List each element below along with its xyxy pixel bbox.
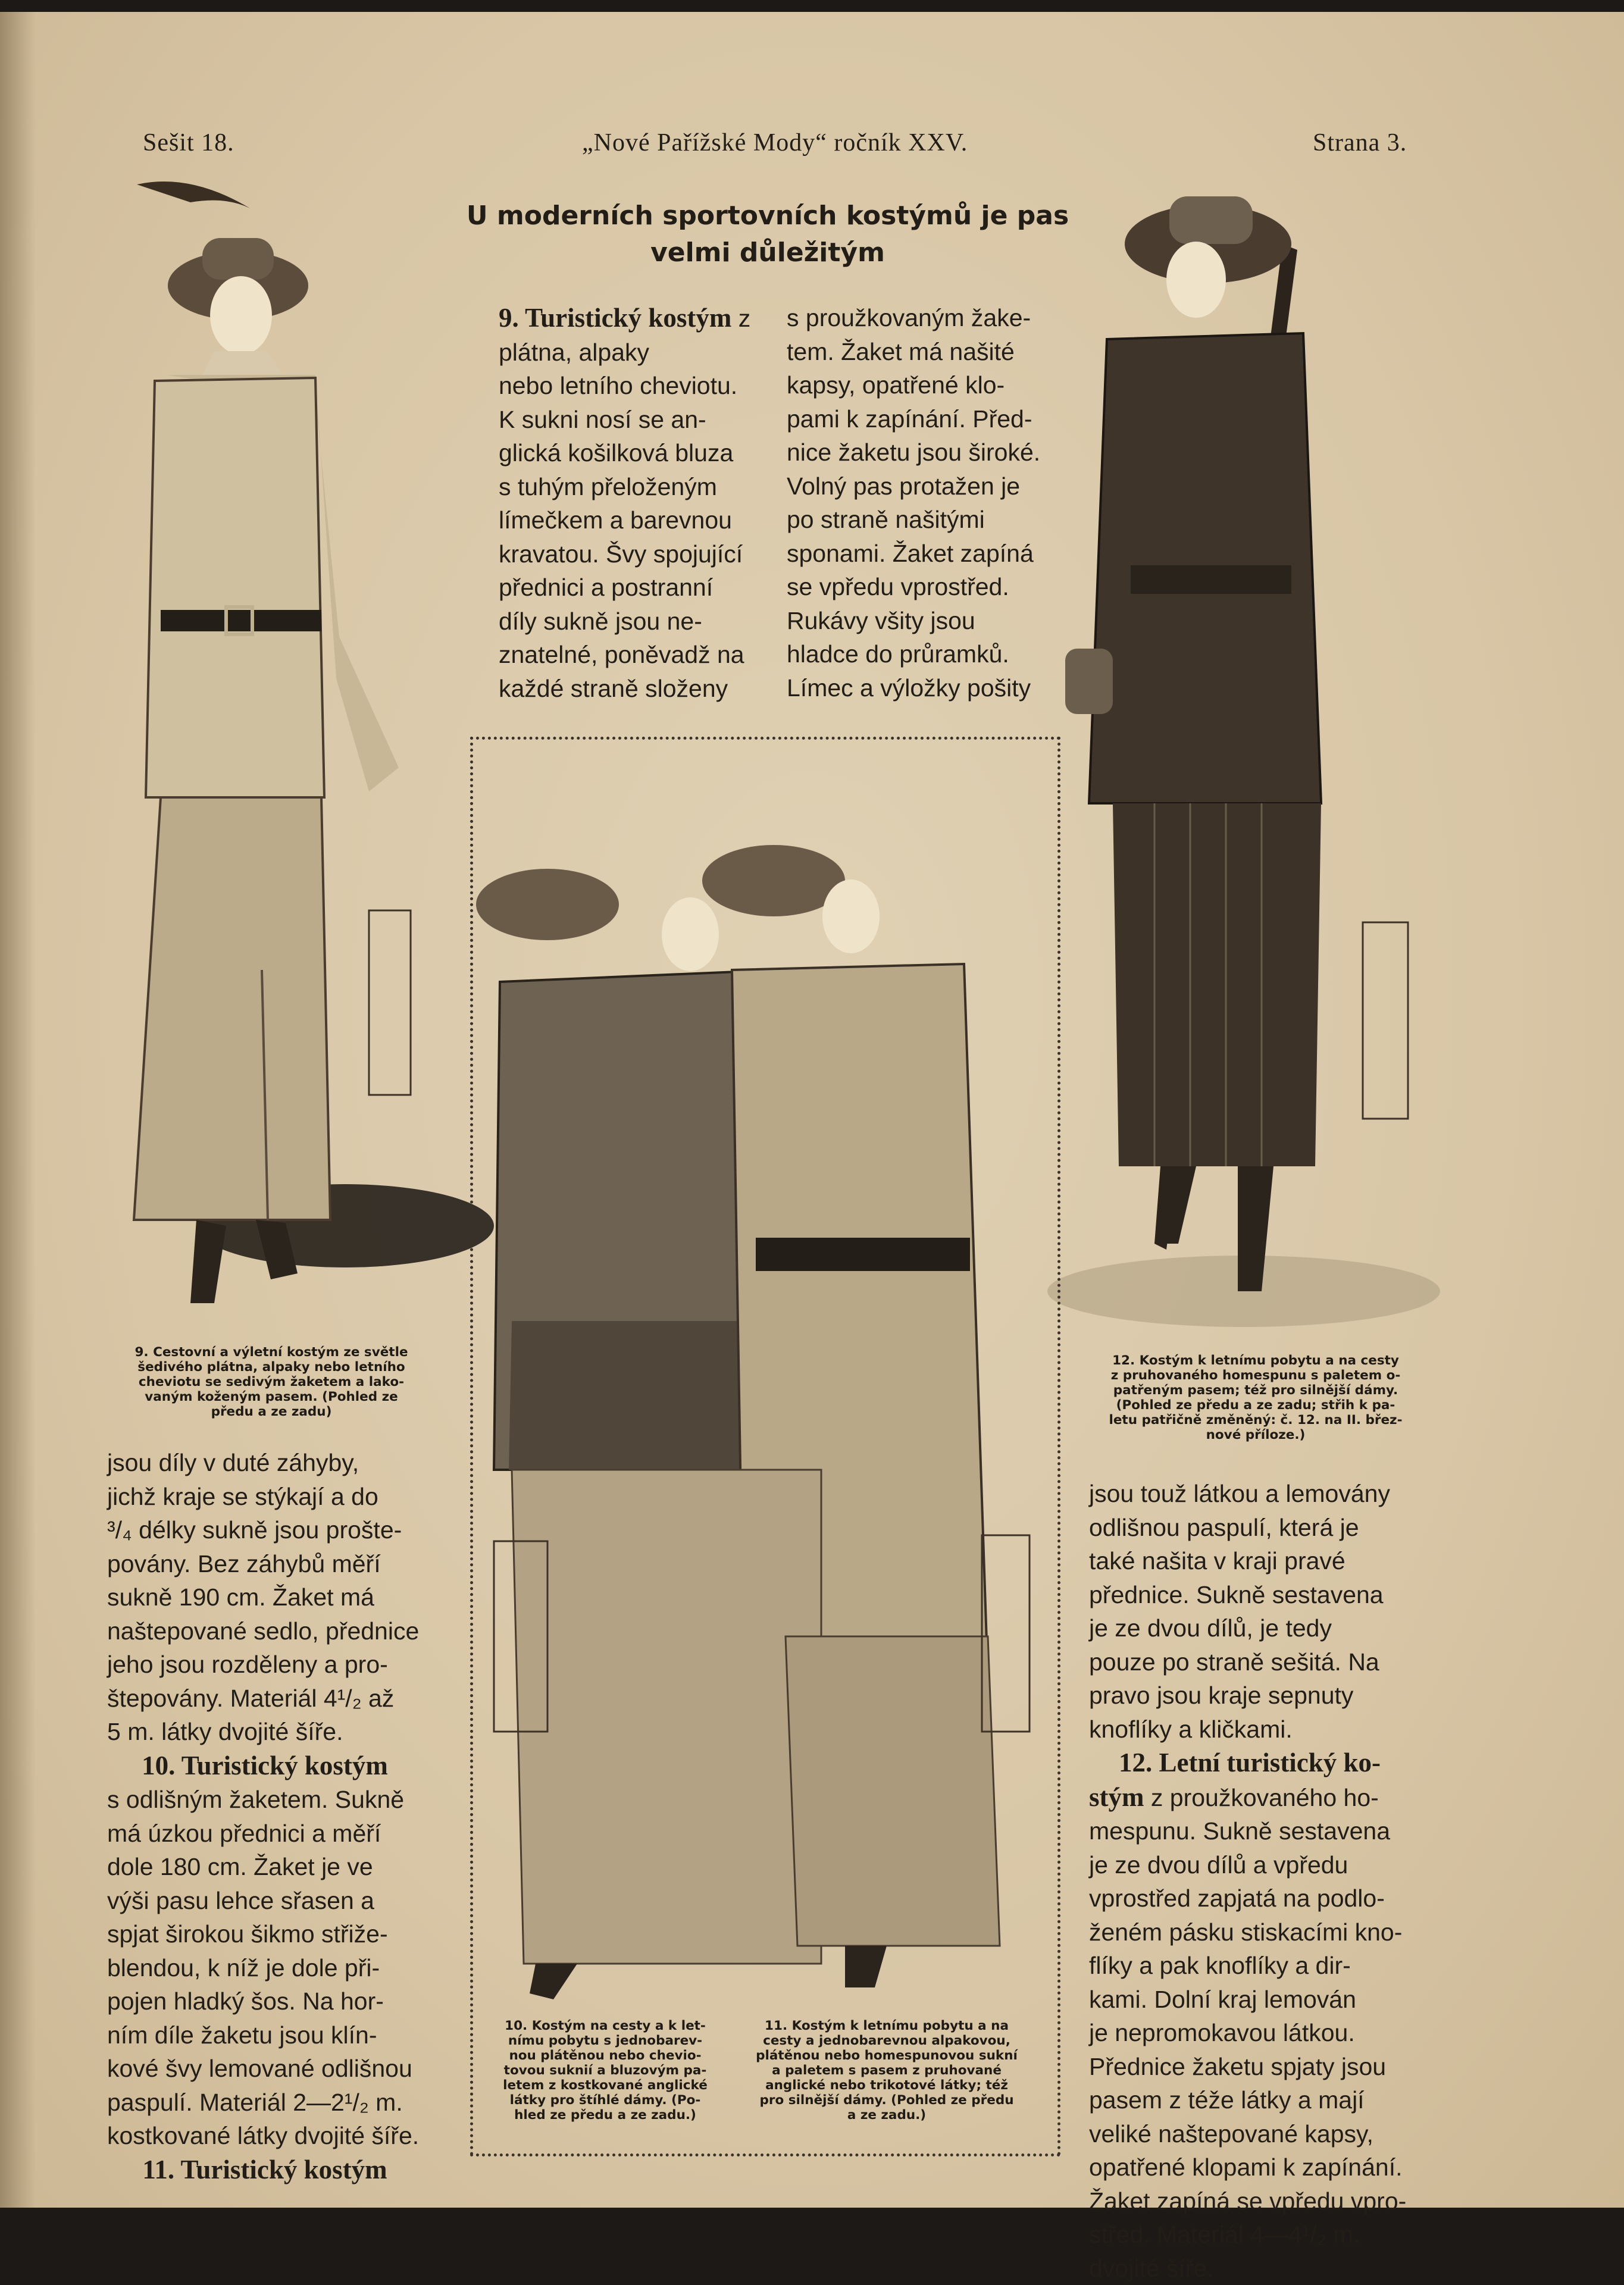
caption-line: 9. Cestovní a výletní kostým ze světle	[105, 1345, 438, 1360]
text-line: přednice. Sukně sestavena	[1089, 1578, 1410, 1612]
article-12-lead-cont: stým	[1089, 1782, 1144, 1812]
column-left-bottom	[107, 1446, 423, 2187]
article-12-lead: 12. Letní turistický ko-	[1119, 1748, 1381, 1777]
text-line: kostkované látky dvojité šíře.	[107, 2119, 423, 2153]
text-line: sukně 190 cm. Žaket má	[107, 1580, 423, 1614]
caption-line: nou plátěnou nebo chevio-	[483, 2048, 727, 2063]
text-line: jsou touž látkou a lemovány	[1089, 1477, 1410, 1511]
column-center-right	[787, 301, 1047, 705]
text-line: Volný pas protažen je	[787, 469, 1047, 503]
text-line: límečkem a barevnou	[499, 503, 761, 537]
figure-9-illustration	[119, 173, 476, 1303]
text-line: blendou, k níž je dole při-	[107, 1951, 423, 1985]
figure-10-11-illustration	[476, 785, 1053, 1999]
text-line: paspulí. Materiál 2—2¹/₂ m.	[107, 2086, 423, 2120]
caption-line: nímu pobytu s jednobarev-	[483, 2033, 727, 2048]
text-line: hladce do průramků.	[787, 637, 1047, 671]
header-page-number: Strana 3.	[1313, 129, 1407, 157]
caption-line: 11. Kostým k letnímu pobytu a na	[732, 2018, 1041, 2033]
text-line: z proužkovaného ho-	[1144, 1784, 1378, 1811]
text-line: dole 180 cm. Žaket je ve	[107, 1850, 423, 1884]
article-11-lead: 11. Turistický kostým	[142, 2155, 387, 2184]
column-right-bottom	[1089, 1477, 1410, 2285]
text-line: je ze dvou dílů a vpředu	[1089, 1848, 1410, 1882]
text-line: 5 m. látky dvojité šíře.	[107, 1715, 423, 1749]
text-line: pami k zapínání. Před-	[787, 402, 1047, 436]
text-line: jichž kraje se stýkají a do	[107, 1480, 423, 1514]
text-line: spjat širokou šikmo střiže-	[107, 1917, 423, 1951]
figure-12-illustration	[1065, 179, 1434, 1321]
caption-line: tovou suknií a bluzovým pa-	[483, 2063, 727, 2078]
text-line: každé straně složeny	[499, 672, 761, 706]
text-line: výši pasu lehce sřasen a	[107, 1884, 423, 1918]
text-line: z plátna, alpaky	[499, 305, 750, 366]
caption-line: 10. Kostým na cesty a k let-	[483, 2018, 727, 2033]
text-line: pasem z téže látky a mají	[1089, 2083, 1410, 2117]
text-line: s tuhým přeloženým	[499, 470, 761, 504]
caption-line: předu a ze zadu)	[105, 1404, 438, 1419]
magazine-page	[0, 12, 1624, 2208]
headline-line-1: U moderních sportovních kostýmů je pas	[458, 198, 1077, 234]
headline-line-2: velmi důležitým	[458, 234, 1077, 271]
text-line: odlišnou paspulí, která je	[1089, 1511, 1410, 1545]
text-line: pouze po straně sešitá. Na	[1089, 1645, 1410, 1679]
text-line: veliké naštepované kapsy,	[1089, 2117, 1410, 2151]
caption-figure-10	[483, 2018, 727, 2123]
caption-line: nové příloze.)	[1089, 1428, 1422, 1442]
text-line: kapsy, opatřené klo-	[787, 368, 1047, 402]
text-line: kové švy lemované odlišnou	[107, 2052, 423, 2086]
text-line: kami. Dolní kraj lemován	[1089, 1983, 1410, 2017]
caption-figure-12	[1089, 1353, 1422, 1442]
caption-line: plátěnou nebo homespunovou sukní	[732, 2048, 1041, 2063]
caption-line: cheviotu se sedivým žaketem a lako-	[105, 1375, 438, 1389]
caption-line: látky pro štíhlé dámy. (Po-	[483, 2093, 727, 2108]
text-line: nice žaketu jsou široké.	[787, 436, 1047, 469]
text-line: dvojité šíře.	[1089, 2252, 1410, 2285]
text-line: ním díle žaketu jsou klín-	[107, 2018, 423, 2052]
text-line: je ze dvou dílů, je tedy	[1089, 1611, 1410, 1645]
text-line: mespunu. Sukně sestavena	[1089, 1814, 1410, 1848]
text-line: také našita v kraji pravé	[1089, 1544, 1410, 1578]
text-line: jsou díly v duté záhyby,	[107, 1446, 423, 1480]
text-line: kravatou. Švy spojující	[499, 537, 761, 571]
caption-line: šedivého plátna, alpaky nebo letního	[105, 1360, 438, 1375]
text-line: znatelné, poněvadž na	[499, 638, 761, 672]
text-line: opatřené klopami k zapínání.	[1089, 2151, 1410, 2184]
binding-shadow	[0, 12, 36, 2208]
text-line: glická košilková bluza	[499, 436, 761, 470]
text-line: štepovány. Materiál 4¹/₂ až	[107, 1682, 423, 1716]
caption-figure-9	[105, 1345, 438, 1419]
text-line: ženém pásku stiskacími kno-	[1089, 1915, 1410, 1949]
caption-line: z pruhovaného homespunu s paletem o-	[1089, 1368, 1422, 1383]
text-line: s odlišným žaketem. Sukně	[107, 1783, 423, 1817]
text-line: Rukávy všity jsou	[787, 604, 1047, 638]
caption-line: letu patřičně změněný: č. 12. na II. břez-	[1089, 1413, 1422, 1428]
text-line: Límec a výložky pošity	[787, 671, 1047, 705]
caption-line: (Pohled ze předu a ze zadu; střih k pa-	[1089, 1398, 1422, 1413]
text-line: tem. Žaket má našité	[787, 335, 1047, 369]
text-line: je nepromokavou látkou.	[1089, 2016, 1410, 2050]
caption-line: 12. Kostým k letnímu pobytu a na cesty	[1089, 1353, 1422, 1368]
caption-line: patřeným pasem; též pro silnější dámy.	[1089, 1383, 1422, 1398]
text-line: střed. Materiál 4—4¹/₂ m.	[1089, 2218, 1410, 2252]
text-line: ³/₄ délky sukně jsou prošte-	[107, 1513, 423, 1547]
caption-line: pro silnější dámy. (Pohled ze předu	[732, 2093, 1041, 2108]
caption-line: a paletem s pasem z pruhované	[732, 2063, 1041, 2078]
text-line: K sukni nosí se an-	[499, 403, 761, 437]
text-line: přednici a postranní	[499, 571, 761, 605]
caption-line: a ze zadu.)	[732, 2108, 1041, 2123]
column-center-left	[499, 301, 761, 705]
text-line: vprostřed zapjatá na podlo-	[1089, 1882, 1410, 1915]
caption-line: vaným koženým pasem. (Pohled ze	[105, 1389, 438, 1404]
caption-line: anglické nebo trikotové látky; též	[732, 2078, 1041, 2093]
caption-line: letem z kostkované anglické	[483, 2078, 727, 2093]
text-line: se vpředu vprostřed.	[787, 570, 1047, 604]
text-line: knoflíky a kličkami.	[1089, 1713, 1410, 1746]
article-10-lead: 10. Turistický kostým	[142, 1751, 388, 1780]
text-line: po straně našitými	[787, 503, 1047, 537]
header-title: „Nové Pařížské Mody“ ročník XXV.	[582, 129, 968, 157]
text-line: sponami. Žaket zapíná	[787, 537, 1047, 571]
text-line: flíky a pak knoflíky a dir-	[1089, 1949, 1410, 1983]
text-line: Přednice žaketu spjaty jsou	[1089, 2050, 1410, 2084]
text-line: naštepované sedlo, přednice	[107, 1614, 423, 1648]
caption-line: hled ze předu a ze zadu.)	[483, 2108, 727, 2123]
text-line: s proužkovaným žake-	[787, 301, 1047, 335]
text-line: nebo letního cheviotu.	[499, 369, 761, 403]
header-issue: Sešit 18.	[143, 129, 234, 157]
text-line: díly sukně jsou ne-	[499, 605, 761, 638]
caption-line: cesty a jednobarevnou alpakovou,	[732, 2033, 1041, 2048]
caption-figure-11	[732, 2018, 1041, 2123]
text-line: Žaket zapíná se vpředu vpro-	[1089, 2184, 1410, 2218]
article-9-lead: 9. Turistický kostým	[499, 303, 731, 333]
text-line: povány. Bez záhybů měří	[107, 1547, 423, 1581]
text-line: pravo jsou kraje sepnuty	[1089, 1679, 1410, 1713]
text-line: má úzkou přednici a měří	[107, 1817, 423, 1851]
text-line: pojen hladký šos. Na hor-	[107, 1984, 423, 2018]
text-line: jeho jsou rozděleny a pro-	[107, 1648, 423, 1682]
